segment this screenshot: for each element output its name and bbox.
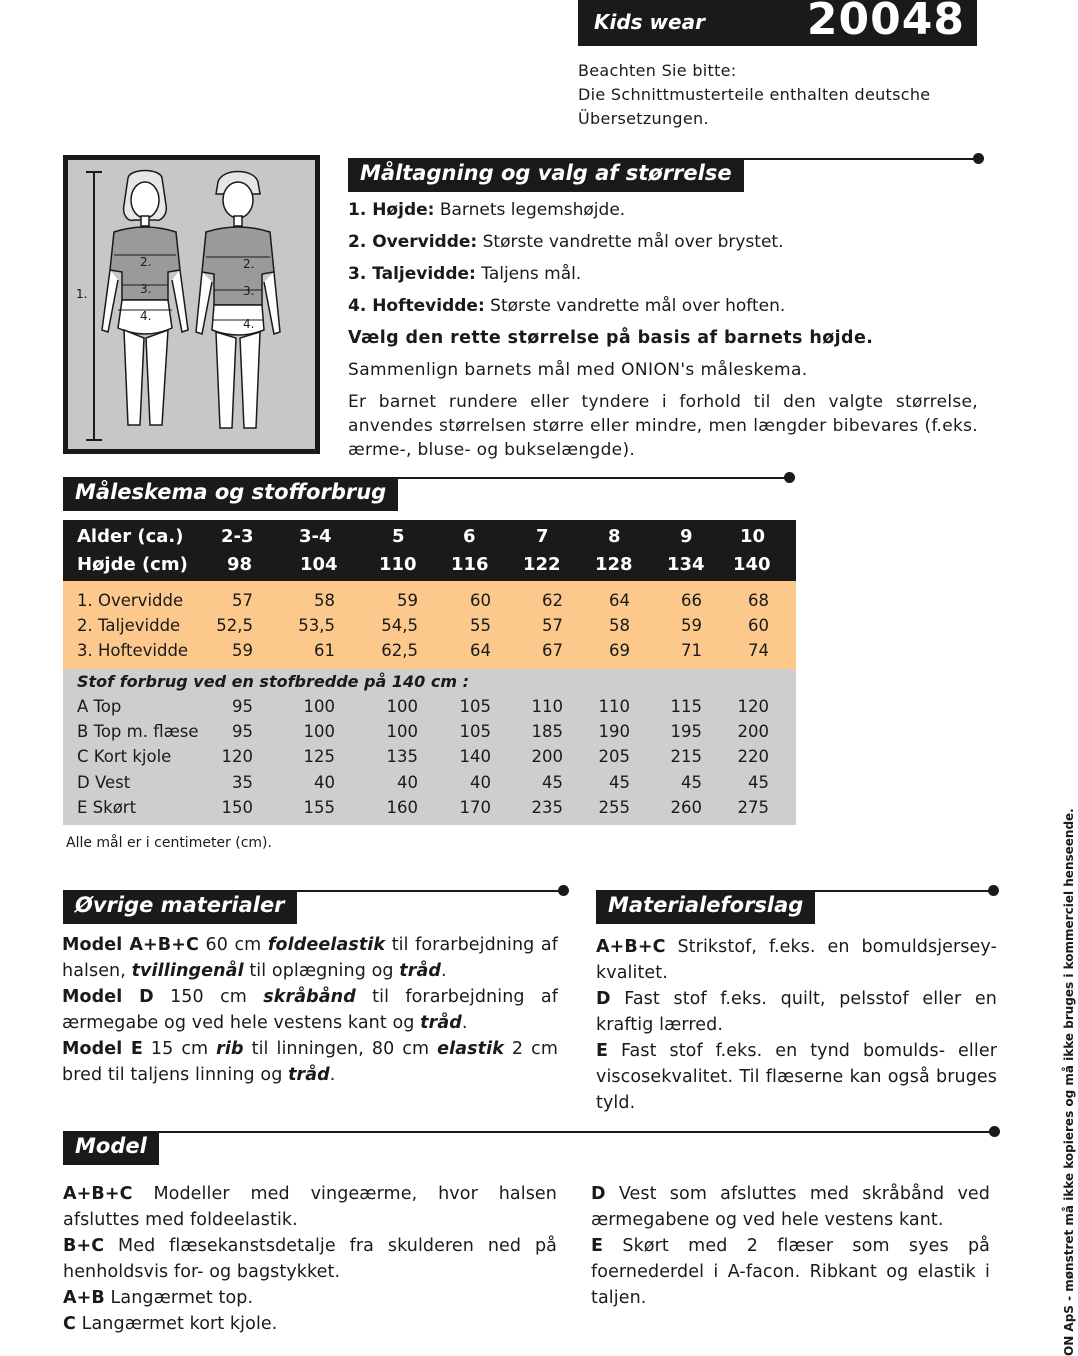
- section-title: Måleskema og stofforbrug: [63, 477, 398, 511]
- measure-instructions: [348, 198, 978, 470]
- model-paragraph: D Vest som afsluttes med skråbånd ved ærmegabene og ved hele vestens kant.: [591, 1184, 990, 1230]
- table-cell: 275: [737, 797, 769, 817]
- age-cell: 6: [463, 526, 476, 547]
- row-label: E Skørt: [77, 797, 137, 817]
- measure-item: 4. Hoftevidde: Største vandrette mål over hoften.: [348, 296, 786, 316]
- table-section-header: [63, 477, 796, 511]
- age-label: Alder (ca.): [77, 526, 184, 547]
- table-cell: 40: [314, 772, 335, 792]
- height-label: Højde (cm): [77, 554, 188, 575]
- table-cell: 53,5: [298, 616, 335, 635]
- materials-paragraph: Model A+B+C 60 cm foldeelastik til forarbejdning af halsen, tvillingenål til oplægning og tråd.: [62, 935, 558, 981]
- age-cell: 3-4: [299, 526, 332, 547]
- row-label: 3. Hoftevidde: [77, 641, 189, 660]
- note-line: Übersetzungen.: [578, 109, 709, 128]
- materials-text: [62, 932, 558, 1088]
- table-cell: 61: [314, 641, 335, 660]
- divider-dot: [784, 472, 795, 483]
- table-cell: 105: [459, 697, 491, 716]
- body-measurements: [63, 581, 796, 669]
- table-cell: 105: [459, 722, 491, 742]
- model-paragraph: B+C Med flæsekanstsdetalje fra skulderen ned på henholdsvis for- og bagstykket.: [63, 1236, 557, 1282]
- section-title: Måltagning og valg af størrelse: [348, 158, 744, 192]
- figure-label: 1.: [76, 287, 88, 301]
- table-cell: 155: [303, 797, 335, 817]
- table-cell: 200: [531, 747, 563, 767]
- row-label: C Kort kjole: [77, 747, 172, 767]
- table-cell: 110: [531, 697, 563, 716]
- model-text-right: [591, 1181, 990, 1311]
- table-cell: 58: [609, 616, 630, 635]
- table-cell: 45: [681, 772, 702, 792]
- age-cell: 9: [680, 526, 693, 547]
- height-cell: 110: [379, 554, 417, 575]
- height-cell: 116: [451, 554, 489, 575]
- divider-dot: [558, 885, 569, 896]
- age-cell: 8: [608, 526, 621, 547]
- height-cell: 134: [667, 554, 705, 575]
- figure-label: 2.: [243, 257, 255, 271]
- suggestion-paragraph: E Fast stof f.eks. en tynd bomulds- eller viscosekvalitet. Til flæserne kan også bruges tyld.: [596, 1041, 997, 1113]
- height-cell: 122: [523, 554, 561, 575]
- note-line: Beachten Sie bitte:: [578, 61, 737, 80]
- table-cell: 62,5: [381, 641, 418, 660]
- table-cell: 140: [459, 747, 491, 767]
- table-cell: 40: [470, 772, 491, 792]
- table-cell: 54,5: [381, 616, 418, 635]
- height-cell: 98: [227, 554, 253, 575]
- height-cell: 140: [733, 554, 771, 575]
- table-cell: 100: [386, 697, 418, 716]
- figure-label: 4.: [140, 309, 152, 323]
- materials-section-header: [63, 890, 569, 924]
- translation-note: [578, 59, 958, 131]
- table-cell: 100: [386, 722, 418, 742]
- table-cell: 185: [531, 722, 563, 742]
- table-cell: 190: [598, 722, 630, 742]
- table-cell: 64: [470, 641, 491, 660]
- table-cell: 68: [748, 591, 769, 610]
- table-cell: 255: [598, 797, 630, 817]
- table-cell: 215: [670, 747, 702, 767]
- divider: [63, 477, 789, 479]
- table-cell: 45: [542, 772, 563, 792]
- table-cell: 95: [232, 722, 253, 742]
- table-cell: 71: [681, 641, 702, 660]
- measure-item: 2. Overvidde: Største vandrette mål over brystet.: [348, 232, 784, 252]
- table-cell: 62: [542, 591, 563, 610]
- table-cell: 58: [314, 591, 335, 610]
- row-label: 1. Overvidde: [77, 591, 184, 610]
- table-cell: 135: [386, 747, 418, 767]
- table-cell: 115: [670, 697, 702, 716]
- row-label: 2. Taljevidde: [77, 616, 181, 635]
- model-paragraph: C Langærmet kort kjole.: [63, 1314, 278, 1334]
- table-cell: 100: [303, 697, 335, 716]
- measure-item: 3. Taljevidde: Taljens mål.: [348, 264, 582, 284]
- table-cell: 100: [303, 722, 335, 742]
- table-cell: 205: [598, 747, 630, 767]
- fabric-consumption: [63, 669, 796, 825]
- age-cell: 7: [536, 526, 549, 547]
- model-paragraph: A+B Langærmet top.: [63, 1288, 254, 1308]
- table-cell: 74: [748, 641, 769, 660]
- table-cell: 60: [748, 616, 769, 635]
- table-cell: 66: [681, 591, 702, 610]
- table-cell: 160: [386, 797, 418, 817]
- suggestion-paragraph: A+B+C Strikstof, f.eks. en bomuldsjersey-kvalitet.: [596, 937, 997, 983]
- table-cell: 95: [232, 697, 253, 716]
- suggestions-text: [596, 934, 997, 1116]
- figure-label: 2.: [140, 255, 152, 269]
- category-label: Kids wear: [594, 10, 705, 34]
- row-label: D Vest: [77, 772, 131, 792]
- table-cell: 40: [397, 772, 418, 792]
- fabric-title: Stof forbrug ved en stofbredde på 140 cm :: [77, 672, 469, 691]
- table-cell: 60: [470, 591, 491, 610]
- table-cell: 57: [232, 591, 253, 610]
- table-header: [63, 520, 796, 581]
- divider-dot: [973, 153, 984, 164]
- divider-dot: [989, 1126, 1000, 1137]
- measure-item: 1. Højde: Barnets legemshøjde.: [348, 200, 626, 220]
- table-cell: 120: [737, 697, 769, 716]
- table-cell: 57: [542, 616, 563, 635]
- table-cell: 220: [737, 747, 769, 767]
- table-cell: 52,5: [216, 616, 253, 635]
- table-cell: 170: [459, 797, 491, 817]
- table-cell: 125: [303, 747, 335, 767]
- table-cell: 110: [598, 697, 630, 716]
- height-cell: 104: [300, 554, 338, 575]
- measure-section-header: [348, 158, 980, 192]
- table-cell: 45: [609, 772, 630, 792]
- pattern-header: [578, 0, 977, 46]
- children-illustration: [68, 160, 315, 449]
- age-cell: 5: [392, 526, 405, 547]
- suggestions-section-header: [596, 890, 1000, 924]
- table-cell: 35: [232, 772, 253, 792]
- row-label: A Top: [77, 697, 122, 716]
- age-cell: 2-3: [221, 526, 254, 547]
- section-title: Model: [63, 1131, 159, 1165]
- section-title: Materialeforslag: [596, 890, 815, 924]
- table-cell: 59: [232, 641, 253, 660]
- note-line: Die Schnittmusterteile enthalten deutsche: [578, 85, 931, 104]
- materials-paragraph: Model D 150 cm skråbånd til forarbejdning af ærmegabe og ved hele vestens kant og tråd.: [62, 987, 558, 1033]
- suggestion-paragraph: D Fast stof f.eks. quilt, pelsstof eller en kraftig lærred.: [596, 989, 997, 1035]
- divider: [596, 890, 994, 892]
- table-cell: 67: [542, 641, 563, 660]
- size-advice: Er barnet rundere eller tyndere i forhold til den valgte størrelse, anvendes størrelsen større eller mindre, men længder bibevares (f.eks. ærme-, bluse- og bukselængde).: [348, 392, 978, 460]
- model-paragraph: A+B+C Modeller med vingeærme, hvor halsen afsluttes med foldeelastik.: [63, 1184, 557, 1230]
- copyright-text: ON ApS - mønstret må ikke kopieres og må ikke bruges i kommerciel henseende.: [1062, 808, 1076, 1356]
- row-label: B Top m. flæse: [77, 722, 199, 742]
- figure-label: 4.: [243, 317, 255, 331]
- height-cell: 128: [595, 554, 633, 575]
- table-cell: 55: [470, 616, 491, 635]
- table-cell: 45: [748, 772, 769, 792]
- size-table: [63, 520, 796, 825]
- divider: [348, 158, 980, 160]
- age-cell: 10: [740, 526, 766, 547]
- materials-paragraph: Model E 15 cm rib til linningen, 80 cm elastik 2 cm bred til taljens linning og tråd.: [62, 1039, 558, 1085]
- table-cell: 195: [670, 722, 702, 742]
- model-paragraph: E Skørt med 2 flæser som syes på foernederdel i A-facon. Ribkant og elastik i taljen.: [591, 1236, 990, 1308]
- compare-note: Sammenlign barnets mål med ONION's måleskema.: [348, 360, 808, 380]
- model-section-header: [63, 1131, 1001, 1165]
- model-text-left: [63, 1181, 557, 1337]
- table-cell: 120: [221, 747, 253, 767]
- figure-label: 3.: [140, 282, 152, 296]
- divider-dot: [988, 885, 999, 896]
- copyright-sidebar: [1058, 808, 1078, 1356]
- table-cell: 235: [531, 797, 563, 817]
- table-cell: 69: [609, 641, 630, 660]
- table-cell: 150: [221, 797, 253, 817]
- measurement-figure: [63, 155, 320, 454]
- table-cell: 200: [737, 722, 769, 742]
- figure-label: 3.: [243, 284, 255, 298]
- table-cell: 260: [670, 797, 702, 817]
- size-instruction: Vælg den rette størrelse på basis af barnets højde.: [348, 328, 874, 348]
- section-title: Øvrige materialer: [63, 890, 297, 924]
- pattern-number: 20048: [806, 0, 965, 45]
- divider: [63, 890, 563, 892]
- table-cell: 59: [397, 591, 418, 610]
- table-cell: 64: [609, 591, 630, 610]
- divider: [63, 1131, 995, 1133]
- table-footnote: Alle mål er i centimeter (cm).: [66, 835, 272, 851]
- table-cell: 59: [681, 616, 702, 635]
